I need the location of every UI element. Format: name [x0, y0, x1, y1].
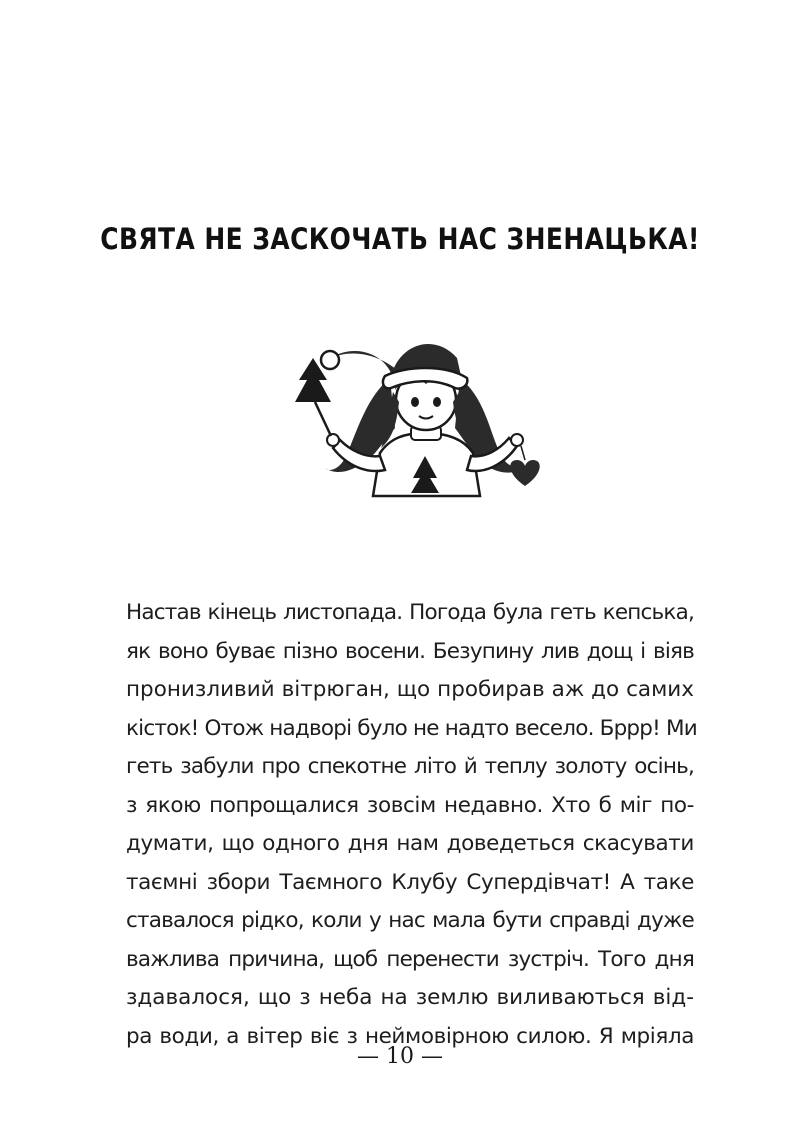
body-text	[126, 594, 697, 1056]
text-line: думати, що одного дня нам доведеться скасувати	[126, 831, 694, 856]
page-title: СВЯТА НЕ ЗАСКОЧАТЬ НАС ЗНЕНАЦЬКА!	[100, 222, 700, 257]
girl-in-santa-hat-icon	[285, 318, 545, 504]
text-line: ставалося рідко, коли у нас мала бути справді дуже	[126, 908, 694, 933]
text-line: з якою попрощалися зовсім недавно. Хто б міг по-	[126, 792, 694, 818]
text-line: пронизливий вітрюган, що пробирав аж до самих	[126, 677, 694, 702]
text-line: як воно буває пізно восени. Безупину лив дощ і віяв	[126, 638, 694, 664]
page-number: — 10 —	[357, 1044, 443, 1069]
text-line: Настав кінець листопада. Погода була геть кепська,	[126, 600, 694, 625]
text-line: кісток! Отож надворі було не надто весело. Бррр! Ми	[126, 715, 697, 741]
text-line: здавалося, що з неба на землю виливаються від-	[126, 985, 694, 1010]
text-line: геть забули про спекотне літо й теплу золоту осінь,	[126, 754, 694, 779]
text-line: важлива причина, щоб перенести зустріч. Того дня	[126, 946, 694, 972]
text-line: таємні збори Таємного Клубу Супердівчат! А таке	[126, 869, 694, 895]
text-line: ра води, а вітер віє з неймовірною силою. Я мріяла	[126, 1023, 694, 1049]
